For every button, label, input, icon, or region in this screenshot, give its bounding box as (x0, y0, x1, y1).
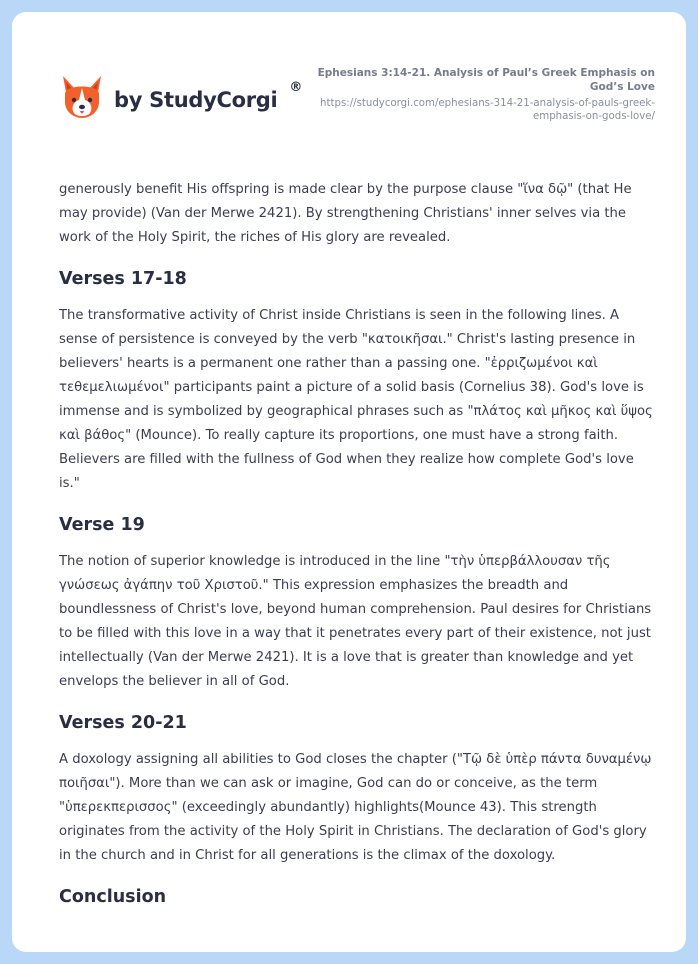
page-header (12, 12, 686, 172)
section-heading-verse-19: Verse 19 (59, 515, 145, 535)
document-page (12, 12, 686, 952)
section-heading-verses-20-21: Verses 20-21 (59, 713, 187, 733)
brand-name: by StudyCorgi (114, 88, 278, 112)
section-heading-conclusion: Conclusion (59, 887, 167, 907)
section-paragraph-verses-20-21: A doxology assigning all abilities to God closes the chapter ("Τῷ δὲ ὑπὲρ πάντα δυναμένῳ ποιῆσαι"). More than we can ask or imagine, God can do or conceive, as the term "ὑπερεκπερισσος" (exceedingly abundantly) highlights(Mounce 43). This strength originates from the activity of the Holy Spirit in Christians. The declaration of God's glory in the church and in Christ for all generations is the climax of the doxology. (59, 752, 652, 863)
registered-mark: ® (289, 79, 303, 95)
document-body (59, 178, 657, 909)
document-url[interactable]: https://studycorgi.com/ephesians-314-21-analysis-of-pauls-greek-emphasis-on-gods-love/ (320, 98, 655, 122)
corgi-logo-icon (60, 74, 104, 120)
intro-paragraph: generously benefit His offspring is made clear by the purpose clause "ἵνα δῷ" (that He may provide) (Van der Merwe 2421). By strengthening Christians' inner selves via the work of the Holy Spirit, the riches of His glory are revealed. (59, 182, 632, 245)
section-paragraph-verse-19: The notion of superior knowledge is introduced in the line "τὴν ὑπερβάλλουσαν τῆς γνώσεως ἀγάπην τοῦ Χριστοῦ." This expression emphasizes the breadth and boundlessness of Christ's love, beyond human comprehension. Paul desires for Christians to be filled with this love in a way that it penetrates every part of their existence, not just intellectually (Van der Merwe 2421). It is a love that is greater than knowledge and yet envelops the believer in all of God. (59, 554, 652, 689)
document-meta (295, 66, 655, 123)
document-title: Ephesians 3:14-21. Analysis of Paul’s Greek Emphasis on God’s Love (317, 67, 655, 93)
studycorgi-logo[interactable] (60, 74, 302, 120)
section-paragraph-verses-17-18: The transformative activity of Christ inside Christians is seen in the following lines. A sense of persistence is conveyed by the verb "κατοικῆσαι." Christ's lasting presence in believers' hearts is a permanent one rather than a passing one. "ἐρριζωμένοι καὶ τεθεμελιωμένοι" participants paint a picture of a solid basis (Cornelius 38). God's love is immense and is symbolized by geographical phrases such as "πλάτος καὶ μῆκος καὶ ὕψος καὶ βάθος" (Mounce). To really capture its proportions, one must have a strong faith. Believers are filled with the fullness of God when they realize how complete God's love is." (59, 308, 653, 491)
section-heading-verses-17-18: Verses 17-18 (59, 269, 187, 289)
